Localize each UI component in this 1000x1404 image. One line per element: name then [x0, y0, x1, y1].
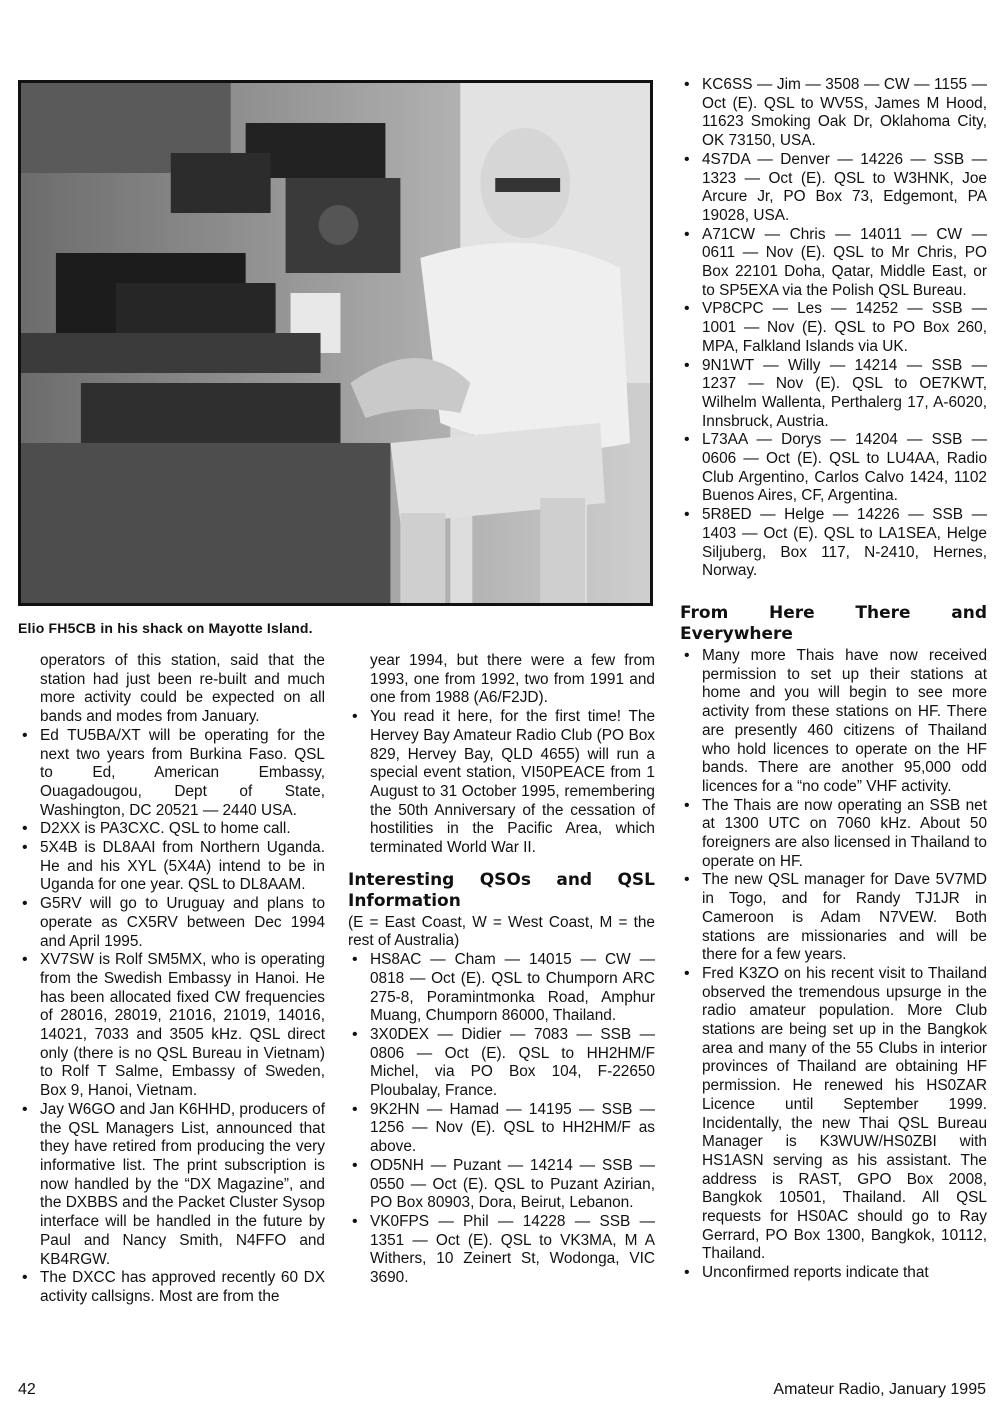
- list-item: • Unconfirmed reports indicate that: [680, 1264, 987, 1283]
- list-item: • 9K2HN — Hamad — 14195 — SSB — 1256 — Nov (E). QSL to HH2HM/F as above.: [348, 1101, 655, 1157]
- news-list: [680, 647, 987, 1283]
- list-item: • The new QSL manager for Dave 5V7MD in Togo, and for Randy TJ1JR in Cameroon is Adam N7VEW. Both stations are missionaries and will be there for a few years.: [680, 871, 987, 965]
- column-1: [18, 652, 325, 1307]
- list-item: • You read it here, for the first time! The Hervey Bay Amateur Radio Club (PO Box 829, Hervey Bay, QLD 4655) will run a special event station, VI50PEACE from 1 August to 31 October 1995, remembering the 50th Anniversary of the cessation of hostilities in the Pacific Area, which terminated World War II.: [348, 708, 655, 858]
- list-item: • The DXCC has approved recently 60 DX activity callsigns. Most are from the: [18, 1269, 325, 1306]
- list-item: • 5X4B is DL8AAI from Northern Uganda. He and his XYL (5X4A) intend to be in Uganda for one year. QSL to DL8AAM.: [18, 839, 325, 895]
- continued-paragraph: operators of this station, said that the station had just been re-built and much more activity could be expected on all bands and modes from January.: [40, 652, 325, 726]
- section-heading-qsos: Interesting QSOs and QSL Information: [348, 869, 655, 911]
- legend-text: (E = East Coast, W = West Coast, M = the rest of Australia): [348, 913, 655, 950]
- list-item: • VK0FPS — Phil — 14228 — SSB — 1351 — Oct (E). QSL to VK3MA, M A Withers, 10 Zeinert St, Wodonga, VIC 3690.: [348, 1213, 655, 1288]
- list-item: • KC6SS — Jim — 3508 — CW — 1155 — Oct (E). QSL to WV5S, James M Hood, 11623 Smoking Oak Dr, Oklahoma City, OK 73150, USA.: [680, 76, 987, 151]
- list-item: • L73AA — Dorys — 14204 — SSB — 0606 — Oct (E). QSL to LU4AA, Radio Club Argentino, Carlos Calvo 1424, 1102 Buenos Aires, CF, Argentina.: [680, 431, 987, 506]
- list-item: • Ed TU5BA/XT will be operating for the next two years from Burkina Faso. QSL to Ed, American Embassy, Ouagadougou, Dept of State, Washington, DC 20521 — 2440 USA.: [18, 727, 325, 821]
- list-item: • XV7SW is Rolf SM5MX, who is operating from the Swedish Embassy in Hanoi. He has been allocated fixed CW frequencies of 28016, 28019, 21016, 21019, 14016, 14021, 7033 and 3505 kHz. QSL direct only (there is no QSL Bureau in Vietnam) to Rolf T Salme, Embassy of Sweden, Box 9, Hanoi, Vietnam.: [18, 951, 325, 1101]
- news-list: [348, 708, 655, 858]
- list-item: • Many more Thais have now received permission to set up their stations at home and you will begin to see more activity from these stations on HF. There are presently 460 citizens of Thailand who hold licences to operate on the HF bands. There are another 95,000 odd licences for a “no code” VHF activity.: [680, 647, 987, 797]
- station-photo-illustration: [21, 83, 650, 603]
- page-number: 42: [18, 1381, 36, 1398]
- station-photo: [18, 80, 653, 606]
- section-heading-everywhere: From Here There and Everywhere: [680, 602, 987, 644]
- list-item: • D2XX is PA3CXC. QSL to home call.: [18, 820, 325, 839]
- column-3: [680, 76, 987, 1283]
- column-2: [348, 652, 655, 1288]
- qso-list: [680, 76, 987, 581]
- list-item: • Fred K3ZO on his recent visit to Thailand observed the tremendous upsurge in the radio amateur population. More Club stations are being set up in the Bangkok area and many of the 55 Clubs in interior provinces of Thailand are obtaining HF permission. He renewed his HS0ZAR Licence until September 1999. Incidentally, the new Thai QSL Bureau Manager is K3WUW/HS0ZBI with HS1ASN serving as his assistant. The address is RAST, GPO Box 2008, Bangkok 10501, Thailand. All QSL requests for HS0AC should go to Ray Gerrard, PO Box 1300, Bangkok, 10112, Thailand.: [680, 965, 987, 1264]
- list-item: • G5RV will go to Uruguay and plans to operate as CX5RV between Dec 1994 and April 1995.: [18, 895, 325, 951]
- qso-list: [348, 951, 655, 1288]
- list-item: • OD5NH — Puzant — 14214 — SSB — 0550 — Oct (E). QSL to Puzant Azirian, PO Box 80903, Dora, Beirut, Lebanon.: [348, 1157, 655, 1213]
- list-item: • 4S7DA — Denver — 14226 — SSB — 1323 — Oct (E). QSL to W3HNK, Joe Arcure Jr, PO Box 73, Edgemont, PA 19028, USA.: [680, 151, 987, 226]
- news-list: [18, 727, 325, 1307]
- publication-footer: Amateur Radio, January 1995: [773, 1381, 986, 1398]
- list-item: • A71CW — Chris — 14011 — CW — 0611 — Nov (E). QSL to Mr Chris, PO Box 22101 Doha, Qatar, Middle East, or to SP5EXA via the Polish QSL Bureau.: [680, 226, 987, 301]
- continued-paragraph: year 1994, but there were a few from 1993, one from 1992, two from 1991 and one from 1988 (A6/F2JD).: [370, 652, 655, 707]
- list-item: • 5R8ED — Helge — 14226 — SSB — 1403 — Oct (E). QSL to LA1SEA, Helge Siljuberg, Box 117, N-2410, Hernes, Norway.: [680, 506, 987, 581]
- list-item: • VP8CPC — Les — 14252 — SSB — 1001 — Nov (E). QSL to PO Box 260, MPA, Falkland Islands via UK.: [680, 300, 987, 356]
- list-item: • Jay W6GO and Jan K6HHD, producers of the QSL Managers List, announced that they have retired from producing the very informative list. The print subscription is now handled by the “DX Magazine”, and the DXBBS and the Packet Cluster Sysop interface will be handled in the future by Paul and Nancy Smith, N4FFO and KB4RGW.: [18, 1101, 325, 1269]
- photo-caption: Elio FH5CB in his shack on Mayotte Island.: [18, 620, 313, 636]
- list-item: • 3X0DEX — Didier — 7083 — SSB — 0806 — Oct (E). QSL to HH2HM/F Michel, via PO Box 104, F-22650 Ploubalay, France.: [348, 1026, 655, 1101]
- list-item: • HS8AC — Cham — 14015 — CW — 0818 — Oct (E). QSL to Chumporn ARC 275-8, Poramintmonka Road, Amphur Muang, Chumporn 86000, Thailand.: [348, 951, 655, 1026]
- list-item: • 9N1WT — Willy — 14214 — SSB — 1237 — Nov (E). QSL to OE7KWT, Wilhelm Wallenta, Perthalerg 17, A-6020, Innsbruck, Austria.: [680, 357, 987, 432]
- list-item: • The Thais are now operating an SSB net at 1300 UTC on 7060 kHz. About 50 foreigners are also licensed in Thailand to operate on HF.: [680, 797, 987, 872]
